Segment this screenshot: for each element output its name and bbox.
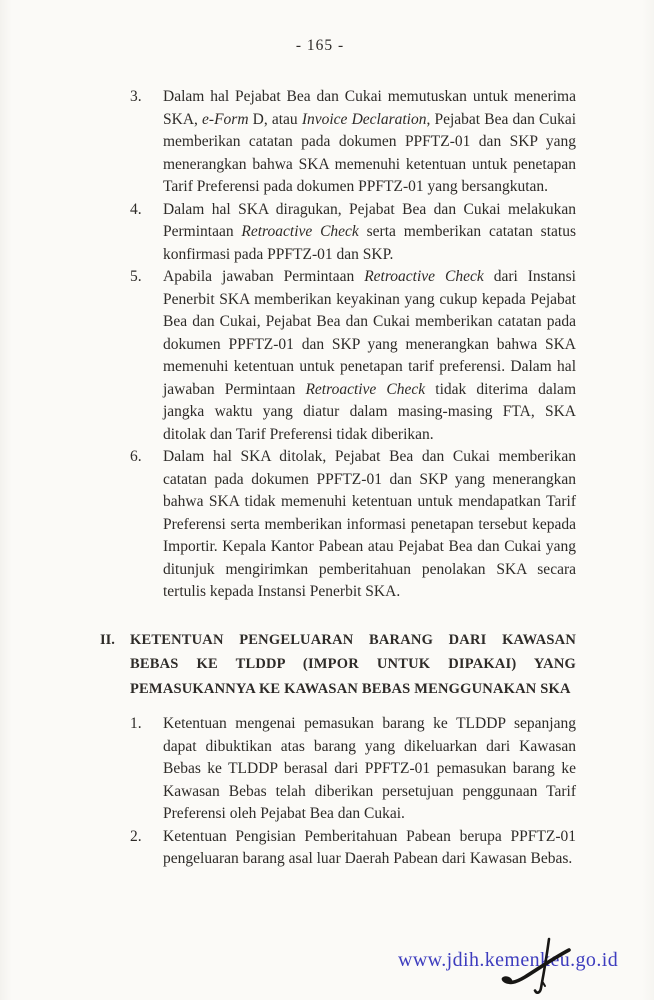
list-item-text: Dalam hal Pejabat Bea dan Cukai memutuskan untuk menerima SKA, e-Form D, atau Invoice Declaration, Pejabat Bea dan Cukai memberikan catatan pada dokumen PPFTZ-01 dan SKP yang menerangkan bahwa SKA memenuhi ketentuan untuk penetapan Tarif Preferensi pada dokumen PPFTZ-01 yang bersangkutan. [163, 88, 577, 195]
main-numbered-list [130, 86, 576, 604]
section-numbered-list [130, 713, 576, 871]
list-item-number: 2. [130, 827, 142, 845]
list-item-number: 5. [130, 268, 142, 285]
list-item-number: 4. [130, 200, 142, 218]
list-item [130, 266, 576, 446]
section-number: II. [100, 631, 115, 648]
watermark-url: www.jdih.kemenkeu.go.id [398, 949, 619, 971]
list-item [130, 826, 576, 871]
page-number: - 165 - [295, 37, 345, 54]
list-item-text: Dalam hal SKA ditolak, Pejabat Bea dan Cukai memberikan catatan pada dokumen PPFTZ-01 dan SKP yang menerangkan bahwa SKA tidak memenuhi ketentuan untuk mendapatkan Tarif Preferensi serta memberikan informasi penetapan tersebut kepada Importir. Kepala Kantor Pabean atau Pejabat Bea dan Cukai yang ditunjuk mengirimkan pemberitahuan penolakan SKA secara tertulis kepada Instansi Penerbit SKA. [163, 448, 576, 600]
list-item-text: Dalam hal SKA diragukan, Pejabat Bea dan Cukai melakukan Permintaan Retroactive Check serta memberikan catatan status konfirmasi pada PPFTZ-01 dan SKP. [163, 200, 576, 263]
list-item [130, 199, 576, 267]
list-item-number: 6. [130, 448, 142, 465]
list-item [130, 713, 576, 826]
list-item-text: Apabila jawaban Permintaan Retroactive Check dari Instansi Penerbit SKA memberikan keyakinan yang cukup kepada Pejabat Bea dan Cukai, Pejabat Bea dan Cukai memberikan catatan pada dokumen PPFTZ-01 dan SKP yang menerangkan bahwa SKA memenuhi ketentuan untuk penetapan tarif preferensi. Dalam hal jawaban Permintaan Retroactive Check tidak diterima dalam jangka waktu yang diatur dalam masing-masing FTA, SKA ditolak dan Tarif Preferensi tidak diberikan. [163, 268, 576, 443]
section-heading [100, 628, 576, 702]
list-item-text: Ketentuan Pengisian Pemberitahuan Pabean berupa PPFTZ-01 pengeluaran barang asal luar Daerah Pabean dari Kawasan Bebas. [163, 827, 576, 867]
list-item [130, 86, 576, 199]
section-title: KETENTUAN PENGELUARAN BARANG DARI KAWASAN BEBAS KE TLDDP (IMPOR UNTUK DIPAKAI) YANG PEMASUKANNYA KE KAWASAN BEBAS MENGGUNAKAN SKA [130, 631, 576, 697]
list-item-text: Ketentuan mengenai pemasukan barang ke TLDDP sepanjang dapat dibuktikan atas barang yang dikeluarkan dari Kawasan Bebas ke TLDDP berasal dari PPFTZ-01 pemasukan barang ke Kawasan Bebas telah diberikan persetujuan penggunaan Tarif Preferensi oleh Pejabat Bea dan Cukai. [163, 715, 576, 822]
list-item-number: 3. [130, 88, 142, 105]
list-item [130, 446, 576, 604]
list-item-number: 1. [130, 715, 142, 732]
document-body [100, 86, 577, 871]
